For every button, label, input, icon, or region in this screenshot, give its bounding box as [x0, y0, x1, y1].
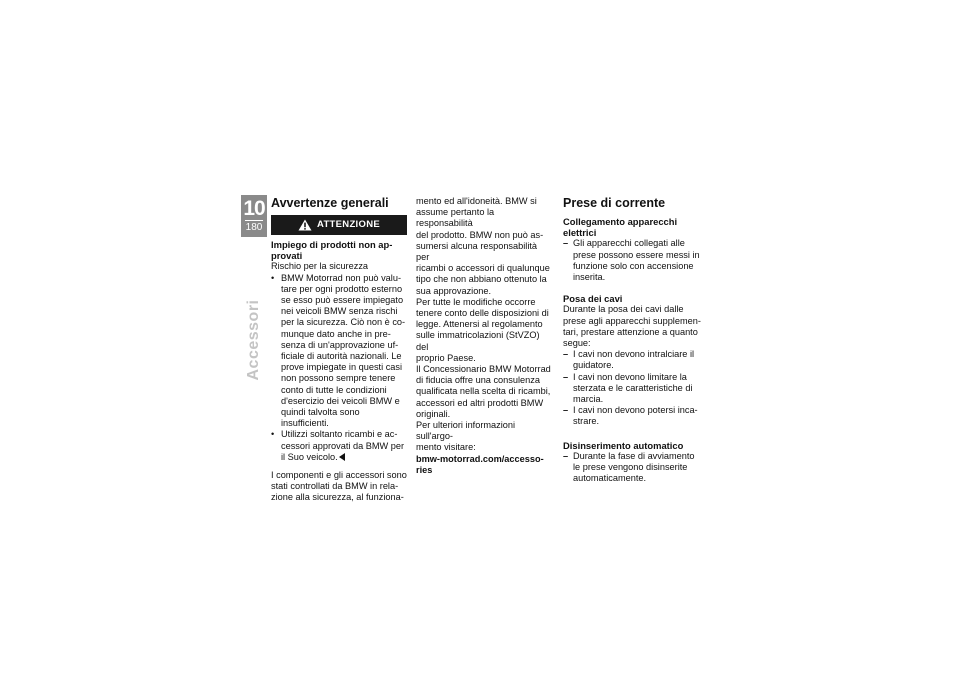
bullet-mark: •: [271, 429, 275, 440]
accessories-website-link[interactable]: bmw-motorrad.com/accesso- ries: [416, 453, 544, 475]
dash-mark: –: [563, 371, 569, 382]
page-number: 180: [245, 222, 263, 233]
bullet-mark: •: [271, 272, 275, 283]
cable-routing-intro: Durante la posa dei cavi dalle prese agli apparecchi supplemen- tari, prestare attenzione a quanto segue:: [563, 304, 701, 349]
warning-title: Impiego di prodotti non ap- provati: [271, 239, 393, 262]
dash-mark: –: [563, 349, 569, 360]
subsection-title-automatic-shutoff: Disinserimento automatico: [563, 439, 684, 451]
body-paragraph-continued: mento ed all'idoneità. BMW si assume pertanto la responsabilità del prodotto. BMW non può as- sumersi alcuna responsabilità per ricambi o accessori di qualunque tipo che non abbiano ottenuto la sua approvazione. Per tutte le modifiche occorre tenere conto delle disposizioni di legge. Attenersi al regolamento sulle immatricolazioni (StVZO) del proprio Paese. Il Concessionario BMW Motorrad di fiducia offre una consulenza qualificata nella scelta di ricambi, accessori ed altri prodotti BMW originali. Per ulteriori informazioni sull'argo- mento visitare:: [416, 196, 551, 453]
body-paragraph: I componenti e gli accessori sono stati controllati da BMW in rela- zione alla sicurezza, al funziona-: [271, 470, 407, 503]
list-item-text: I cavi non devono potersi inca- strare.: [573, 405, 698, 427]
list-item-text: Gli apparecchi collegati alle prese possono essere messi in funzione solo con accensione inserita.: [573, 238, 700, 283]
dash-mark: –: [563, 238, 569, 249]
cable-routing-list: [563, 349, 702, 427]
section-heading-general-notes: Avvertenze generali: [271, 196, 389, 210]
subsection-title-connecting-devices: Collegamento apparecchi elettrici: [563, 216, 678, 239]
chapter-title: Accessori: [245, 299, 262, 381]
bullet-text: BMW Motorrad non può valu- tare per ogni prodotto esterno se esso può essere impiegato nei veicoli BMW senza rischi per la sicurezza. Ciò non è co- munque dato anche in pre- senza di un'approvazione uf- ficiale di autorità nazionali. Le prove impiegate in questi casi non possono sempre tenere conto di tutte le condizioni d'esercizio dei veicoli BMW e quindi talvolta sono insufficienti.: [281, 272, 406, 429]
list-item: [563, 405, 702, 427]
chapter-divider: [245, 220, 263, 221]
chapter-number: 10: [243, 197, 265, 220]
dash-mark: –: [563, 405, 569, 416]
list-item: [271, 429, 407, 463]
column-2: [416, 196, 552, 476]
warning-bullet-list: [271, 273, 407, 463]
list-item: [563, 451, 702, 485]
warning-triangle-icon: [298, 219, 312, 231]
section-heading-power-sockets: Prese di corrente: [563, 196, 666, 210]
warning-label: ATTENZIONE: [317, 219, 380, 231]
list-item: [271, 273, 407, 430]
automatic-shutoff-list: [563, 451, 702, 485]
subsection-title-cable-routing: Posa dei cavi: [563, 293, 623, 305]
warning-banner: [271, 215, 407, 235]
warning-risk: Rischio per la sicurezza: [271, 261, 369, 272]
list-item-text: Durante la fase di avviamento le prese vengono disinserite automaticamente.: [573, 450, 695, 484]
list-item: [563, 238, 702, 283]
bullet-text: Utilizzi soltanto ricambi e ac- cessori approvati da BMW per il Suo veicolo.: [281, 429, 405, 462]
list-item-text: I cavi non devono intralciare il guidatore.: [573, 349, 695, 371]
column-1: [271, 196, 407, 504]
end-of-warning-icon: [339, 453, 345, 461]
connecting-devices-list: [563, 238, 702, 283]
list-item: [563, 349, 702, 371]
chapter-tab: [241, 195, 267, 237]
list-item-text: I cavi non devono limitare la sterzata e le caratteristiche di marcia.: [573, 371, 693, 405]
dash-mark: –: [563, 450, 569, 461]
column-3: [563, 196, 702, 484]
list-item: [563, 372, 702, 406]
